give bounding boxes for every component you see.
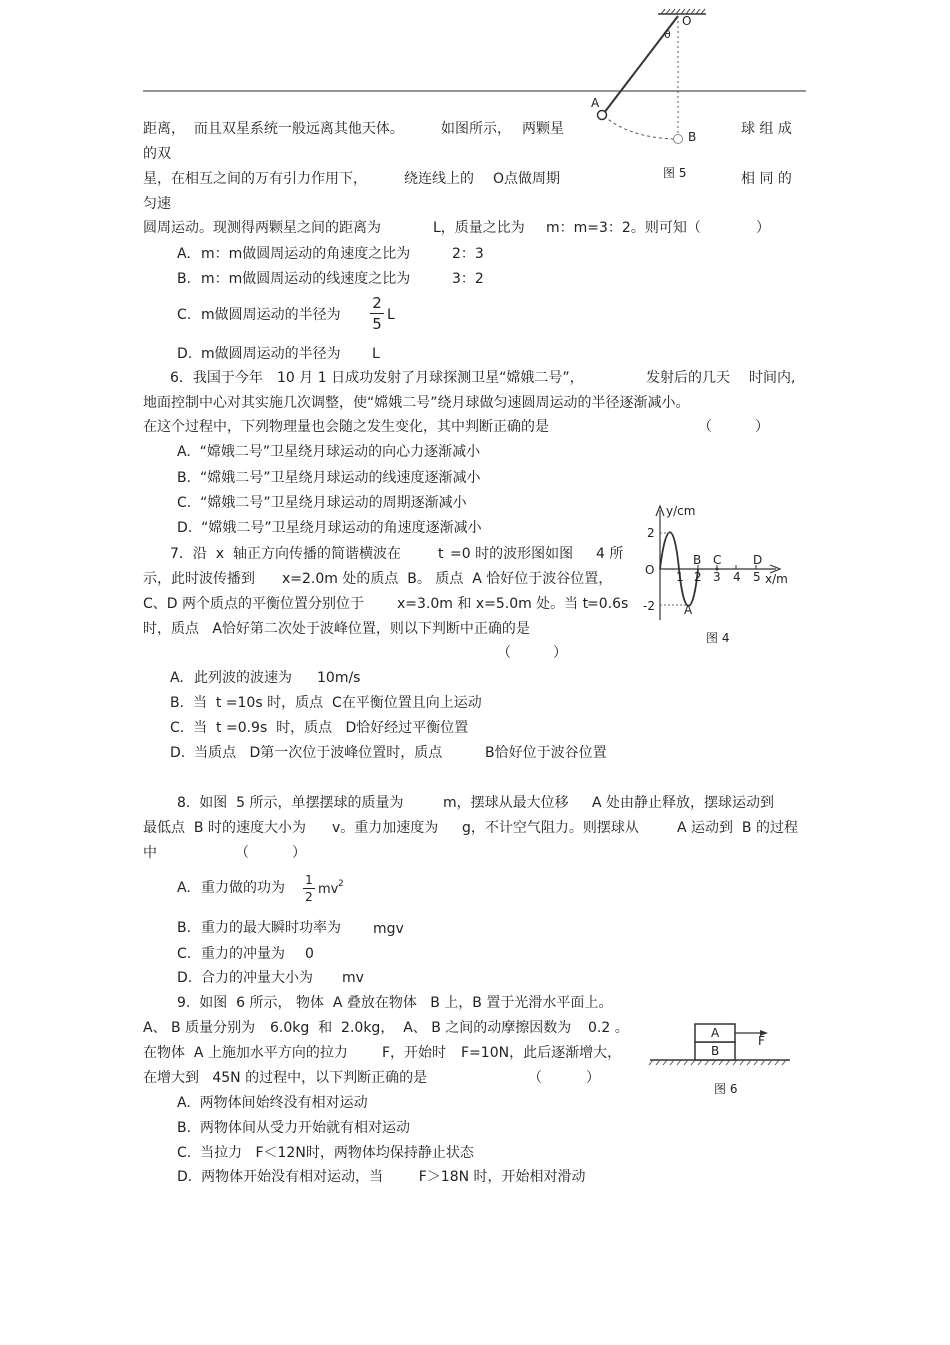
q5-option-c-label: C.	[177, 307, 192, 323]
q8-line3c: ）	[292, 845, 306, 861]
q8-line2c: g，不计空气阻力。则摆球从	[462, 820, 639, 836]
q7-paren-left: （	[497, 645, 511, 661]
fig6-label-B: B	[711, 1044, 720, 1058]
q9-line4a: 在增大到 45N 的过程中，以下判断正确的是	[143, 1070, 428, 1086]
fig4-tick-1: 1	[676, 570, 684, 584]
q6-line1a: 6．我国于今年	[170, 370, 263, 386]
q6-option-b: B. “嫦娥二号”卫星绕月球运动的线速度逐渐减小	[177, 470, 481, 486]
q5-line1b: 如图所示，	[441, 121, 511, 137]
q8-option-d-text: 合力的冲量大小为	[201, 970, 313, 986]
q7-line2b: x=2.0m 处的质点 B。 质点 A 恰好位于波谷位置，	[282, 571, 613, 587]
q8-option-a-text: 重力做的功为	[201, 880, 285, 896]
fig4-label-D: D	[753, 553, 763, 567]
fig4-label-B: B	[693, 553, 702, 567]
fig4-tick-3: 3	[713, 570, 721, 584]
q5-option-b-value: 3：2	[452, 271, 484, 287]
q5-line4: 匀速	[143, 196, 171, 212]
q7-line1c: =0 时的波形图如图	[450, 546, 574, 562]
q7-paren-right: ）	[553, 645, 567, 661]
q6-option-a: A. “嫦娥二号”卫星绕月球运动的向心力逐渐减小	[177, 444, 481, 460]
q8-option-d-label: D.	[177, 970, 193, 986]
q5-option-d-value: L	[372, 346, 380, 362]
q5-line1c: 两颗星	[522, 121, 564, 137]
q9-line2b: 6.0kg 和 2.0kg， A、 B 之间的动摩擦因数为	[270, 1020, 572, 1036]
fig5-caption: 图 5	[663, 166, 687, 180]
q7-option-d-b: B恰好位于波谷位置	[485, 745, 607, 761]
q8-line1a: 8. 如图 5 所示，单摆摆球的质量为	[177, 795, 404, 811]
q8-option-c-value: 0	[305, 946, 314, 962]
fig4-tick-5: 5	[753, 570, 761, 584]
q5-option-b-label: B.	[177, 271, 192, 287]
q6-line1b: 10 月 1 日成功发射了月球探测卫星“嫦娥二号”，	[277, 370, 584, 386]
q5-option-c-denominator: 5	[372, 315, 382, 333]
q5-line1a: 距离， 而且双星系统一般远离其他天体。	[143, 121, 404, 137]
q8-option-b-label: B.	[177, 920, 192, 936]
fig4-tick-4: 4	[733, 570, 741, 584]
q8-line3b: （	[235, 845, 249, 861]
q8-line3a: 中	[143, 845, 157, 861]
fig4-ylabel: y/cm	[666, 504, 696, 518]
q8-line2a: 最低点 B 时的速度大小为	[143, 820, 306, 836]
q6-option-c: C. “嫦娥二号”卫星绕月球运动的周期逐渐减小	[177, 495, 467, 511]
q5-option-d-text: m做圆周运动的半径为	[201, 346, 341, 362]
q7-line3a: C、D 两个质点的平衡位置分别位于	[143, 596, 365, 612]
q8-option-b-value: mgv	[373, 921, 404, 937]
q5-option-c-text: m做圆周运动的半径为	[201, 307, 341, 323]
q5-option-a-text: m：m做圆周运动的角速度之比为	[201, 246, 411, 262]
q8-option-a-sup: 2	[338, 879, 344, 889]
q9-line2a: A、 B 质量分别为	[143, 1020, 256, 1036]
fig5-label-B: B	[688, 130, 697, 144]
fig6-caption: 图 6	[714, 1082, 738, 1096]
q6-line1d: 时间内,	[749, 370, 796, 386]
q5-line5b: L，质量之比为	[433, 220, 525, 236]
q9-option-a: A. 两物体间始终没有相对运动	[177, 1095, 368, 1111]
q6-line3b: （	[698, 419, 712, 435]
q8-option-a-label: A.	[177, 880, 191, 896]
q6-line2: 地面控制中心对其实施几次调整，使“嫦娥二号”绕月球做匀速圆周运动的半径逐渐减小。	[143, 395, 690, 411]
q6-option-d: D. “嫦娥二号”卫星绕月球运动的角速度逐渐减小	[177, 520, 482, 536]
q8-line1c: A 处由静止释放，摆球运动到	[592, 795, 775, 811]
q9-line1: 9. 如图 6 所示， 物体 A 叠放在物体 B 上，B 置于光滑水平面上。	[177, 995, 613, 1011]
q5-line3d: 相 同 的	[741, 171, 792, 187]
q9-option-d: D. 两物体开始没有相对运动，当 F＞18N 时，开始相对滑动	[177, 1169, 586, 1185]
fig6-label-F: F	[758, 1034, 765, 1048]
q7-option-a-value: 10m/s	[317, 670, 361, 686]
q8-option-a-expr: mv	[318, 882, 339, 897]
q5-line5a: 圆周运动。现测得两颗星之间的距离为	[143, 220, 381, 236]
q8-option-c-text: 重力的冲量为	[201, 946, 285, 962]
fig4-label-A: A	[684, 603, 693, 617]
q5-line1d: 球 组 成	[741, 121, 792, 137]
fig4-caption: 图 4	[706, 631, 730, 645]
q5-option-c-L: L	[387, 307, 395, 323]
q8-option-b-text: 重力的最大瞬时功率为	[201, 920, 341, 936]
fig5-label-A: A	[591, 96, 600, 110]
fig4-y-pos: 2	[647, 526, 655, 540]
q7-line3b: x=3.0m 和 x=5.0m 处。当 t	[397, 596, 589, 612]
fig4-xlabel: x/m	[765, 572, 788, 586]
q9-line2c: 0.2 。	[588, 1020, 629, 1036]
q7-option-a-text: 此列波的波速为	[194, 670, 292, 686]
fig6-label-A: A	[711, 1026, 720, 1040]
q6-line3a: 在这个过程中，下列物理量也会随之发生变化，其中判断正确的是	[143, 419, 549, 435]
q5-option-a-value: 2：3	[452, 246, 484, 262]
q6-line1c: 发射后的几天	[646, 370, 730, 386]
q8-line2b: v。重力加速度为	[332, 820, 439, 836]
q5-line3b: 绕连线上的	[404, 171, 474, 187]
q8-option-c-label: C.	[177, 946, 192, 962]
q5-line2: 的双	[143, 146, 171, 162]
q9-line3a: 在物体 A 上施加水平方向的拉力	[143, 1045, 348, 1061]
q5-option-d-label: D.	[177, 346, 193, 362]
fig4-y-neg: -2	[643, 599, 655, 613]
q8-line2d: A 运动到 B 的过程	[677, 820, 798, 836]
q5-option-c-numerator: 2	[372, 294, 382, 312]
q7-line2a: 示，此时波传播到	[143, 571, 255, 587]
q5-line3c: O点做周期	[493, 171, 561, 187]
fig5-label-theta: θ	[664, 28, 671, 41]
q5-line5c: m：m=3：2。则可知（	[546, 220, 701, 236]
q8-option-a-numerator: 1	[305, 873, 313, 887]
q5-line5d: ）	[756, 220, 770, 236]
q5-option-a-label: A.	[177, 246, 191, 262]
q6-line3c: ）	[755, 419, 769, 435]
q7-line1b: t	[438, 546, 444, 562]
q7-option-b: B. 当 t =10s 时，质点 C在平衡位置且向上运动	[170, 695, 482, 711]
q8-option-d-value: mv	[342, 970, 364, 986]
q9-line3b: F，开始时	[382, 1045, 447, 1061]
q7-line1a: 7．沿 x 轴正方向传播的简谐横波在	[170, 546, 401, 562]
q9-line4c: ）	[586, 1070, 600, 1086]
q9-line3c: F=10N，此后逐渐增大，	[461, 1045, 622, 1061]
fig4-label-C: C	[713, 553, 722, 567]
q8-option-a-denominator: 2	[305, 890, 313, 904]
q5-line3a: 星，在相互之间的万有引力作用下，	[143, 171, 367, 187]
fig5-label-O: O	[682, 14, 692, 28]
q9-option-b: B. 两物体间从受力开始就有相对运动	[177, 1120, 410, 1136]
fig4-origin: O	[645, 563, 655, 577]
q8-line1b: m，摆球从最大位移	[443, 795, 569, 811]
q7-option-c: C. 当 t =0.9s 时，质点 D恰好经过平衡位置	[170, 720, 469, 736]
q7-line3c: =0.6s	[587, 596, 629, 612]
fig4-tick-2: 2	[694, 570, 702, 584]
q5-option-b-text: m：m做圆周运动的线速度之比为	[201, 271, 411, 287]
q9-option-c: C. 当拉力 F＜12N时，两物体均保持静止状态	[177, 1145, 474, 1161]
q7-option-a-label: A.	[170, 670, 184, 686]
q7-line4: 时，质点 A恰好第二次处于波峰位置，则以下判断中正确的是	[143, 621, 530, 637]
q7-option-d-a: D. 当质点 D第一次位于波峰位置时，质点	[170, 745, 443, 761]
q7-line1d: 4 所	[596, 546, 624, 562]
q9-line4b: （	[528, 1070, 542, 1086]
